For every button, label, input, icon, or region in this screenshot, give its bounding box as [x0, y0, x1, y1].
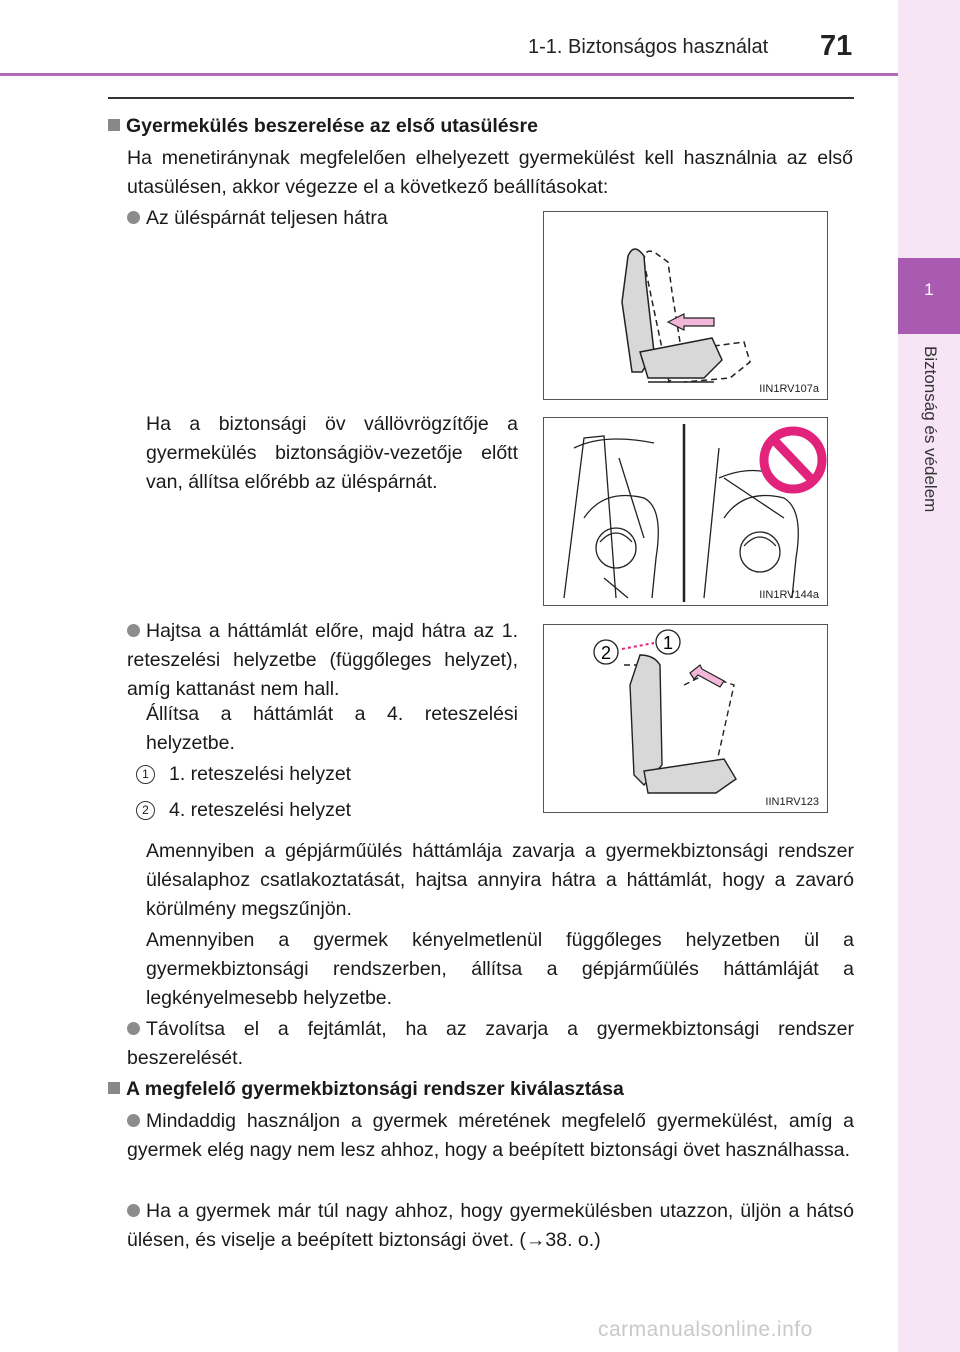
section-heading	[108, 1078, 848, 1101]
watermark: carmanualsonline.info	[598, 1318, 813, 1341]
section-rule	[108, 97, 854, 99]
paragraph: Amennyiben a gyermek kényelmetlenül függőleges helyzetben ül a gyermekbiztonsági rendszerben, állítsa a gépjárműülés háttámláját a legkényelmesebb helyzetbe.	[146, 929, 854, 1009]
paragraph: Amennyiben a gépjárműülés háttámlája zavarja a gyermekbiztonsági rendszer ülésalaphoz csatlakoztatását, hajtsa annyira hátra a háttámlát, hogy a zavaró körülmény megszűnjön.	[146, 840, 854, 920]
seat-slide-illustration	[544, 212, 827, 399]
figure-code: IIN1RV144a	[759, 589, 819, 601]
chapter-title-vertical	[900, 346, 960, 586]
round-bullet-icon	[127, 1114, 140, 1127]
intro-paragraph: Ha menetiránynak megfelelően elhelyezett gyermekülést kell használnia az első utasülésen, akkor végezze el a következő beállításokat:	[127, 147, 853, 198]
figure-code: IIN1RV123	[765, 796, 819, 808]
page-number: 71	[820, 30, 853, 62]
backrest-illustration	[544, 625, 827, 812]
page-reference-link[interactable]: 38. o.)	[545, 1229, 601, 1251]
list-item	[127, 1015, 854, 1073]
list-item	[127, 617, 518, 704]
list-item-text: Hajtsa a háttámlát előre, majd hátra az 1. reteszelési helyzetbe (függőleges helyzet), amíg kattanást nem hall.	[127, 620, 518, 700]
list-item	[127, 1197, 854, 1255]
round-bullet-icon	[127, 1204, 140, 1217]
chapter-title: Biztonság és védelem	[921, 346, 940, 513]
round-bullet-icon	[127, 1022, 140, 1035]
list-item-continued: Állítsa a háttámlát a 4. reteszelési helyzetbe.	[146, 703, 518, 754]
list-item-text: Ha a gyermek már túl nagy ahhoz, hogy gyermekülésben utazzon, üljön a hátsó ülésen, és viselje a beépített biztonsági övet. (	[127, 1200, 854, 1251]
legend-item	[136, 796, 516, 825]
chapter-tab	[898, 258, 960, 334]
legend-text: 1. reteszelési helyzet	[169, 763, 352, 785]
figure-seat-slide	[543, 211, 828, 400]
arrow-left-icon	[668, 314, 714, 330]
round-bullet-icon	[127, 211, 140, 224]
belt-guide-illustration	[544, 418, 827, 605]
square-bullet-icon	[108, 119, 120, 131]
prohibited-icon	[764, 431, 822, 489]
section-heading-text: A megfelelő gyermekbiztonsági rendszer kiválasztása	[126, 1078, 624, 1100]
section-heading	[108, 115, 848, 138]
list-item-text: Az üléspárnát teljesen hátra	[146, 207, 388, 229]
label-position-2: 2	[600, 643, 612, 663]
side-tab-top	[898, 0, 960, 258]
header-divider	[0, 73, 898, 76]
legend-marker: 1	[136, 765, 155, 784]
section-heading-text: Gyermekülés beszerelése az első utasülésre	[126, 115, 538, 137]
figure-backrest-positions	[543, 624, 828, 813]
figure-code: IIN1RV107a	[759, 383, 819, 395]
label-position-1: 1	[662, 633, 674, 653]
running-header: 1-1. Biztonságos használat	[528, 36, 769, 58]
legend-text: 4. reteszelési helyzet	[169, 799, 352, 821]
list-item-text: Mindaddig használjon a gyermek méretének megfelelő gyermekülést, amíg a gyermek elég nagy nem lesz ahhoz, hogy a beépített biztonsági övet használhassa.	[127, 1110, 854, 1161]
figure-belt-guide	[543, 417, 828, 606]
arrow-right-icon: →	[525, 1229, 546, 1251]
legend-item	[136, 760, 516, 789]
list-item	[127, 1107, 854, 1165]
arrow-diagonal-icon	[690, 665, 724, 687]
square-bullet-icon	[108, 1082, 120, 1094]
chapter-number: 1	[924, 280, 934, 299]
list-item-text: Távolítsa el a fejtámlát, ha az zavarja a gyermekbiztonsági rendszer beszerelését.	[127, 1018, 854, 1069]
list-item	[127, 204, 527, 233]
legend-marker: 2	[136, 801, 155, 820]
note-paragraph: Ha a biztonsági öv vállövrögzítője a gyermekülés biztonságiöv-vezetője előtt van, állítsa előrébb az üléspárnát.	[146, 413, 518, 493]
round-bullet-icon	[127, 624, 140, 637]
